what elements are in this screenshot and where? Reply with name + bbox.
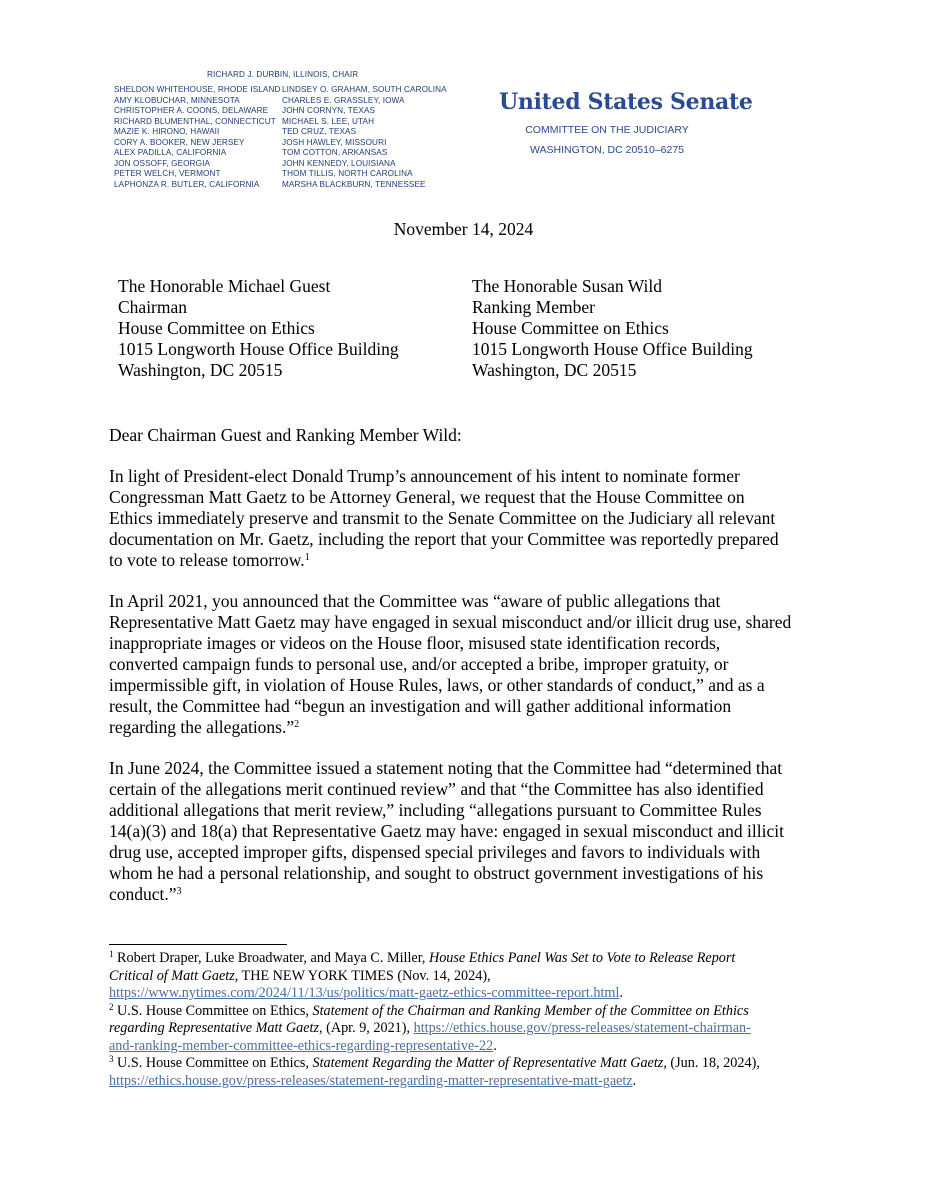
- member-name: TED CRUZ, TEXAS: [282, 127, 357, 136]
- footnote-number: 2: [109, 1001, 114, 1012]
- paragraph-line: [109, 884, 829, 905]
- member-name: MARSHA BLACKBURN, TENNESSEE: [282, 179, 426, 189]
- paragraph-line: Representative Matt Gaetz may have engaged in sexual misconduct and/or illicit drug use, shared: [109, 612, 792, 632]
- committee-chair: RICHARD J. DURBIN, ILLINOIS, CHAIR: [207, 70, 359, 79]
- member-name: CHARLES E. GRASSLEY, IOWA: [282, 95, 405, 105]
- member-name: LINDSEY O. GRAHAM, SOUTH CAROLINA: [282, 85, 447, 94]
- member-name: AMY KLOBUCHAR, MINNESOTA: [114, 95, 240, 105]
- body-paragraph-2: [109, 591, 829, 738]
- footnote-ref-3[interactable]: 3: [176, 886, 182, 897]
- member-name: THOM TILLIS, NORTH CAROLINA: [282, 169, 413, 178]
- paragraph-line: documentation on Mr. Gaetz, including the report that your Committee was reportedly prepared: [109, 529, 779, 549]
- committee-address: WASHINGTON, DC 20510–6275: [529, 144, 685, 156]
- paragraph-line: Ethics immediately preserve and transmit to the Senate Committee on the Judiciary all relevant: [109, 508, 776, 528]
- recipient-address-ranking-member: [472, 276, 753, 381]
- footnote-source: , (Apr. 9, 2021),: [319, 1020, 414, 1036]
- footnote-author: U.S. House Committee on Ethics,: [117, 1055, 313, 1071]
- member-name: PETER WELCH, VERMONT: [114, 169, 221, 178]
- member-name: JOSH HAWLEY, MISSOURI: [282, 137, 387, 147]
- member-name: LAPHONZA R. BUTLER, CALIFORNIA: [114, 179, 260, 189]
- address-line: The Honorable Susan Wild: [472, 276, 662, 296]
- footnote-end: .: [619, 985, 623, 1001]
- paragraph-line: drug use, accepted improper gifts, dispensed special privileges and favors to individuals with: [109, 842, 761, 862]
- paragraph-line: [109, 717, 829, 738]
- footnote-3: [109, 1055, 829, 1090]
- paragraph-line: In June 2024, the Committee issued a statement noting that the Committee had “determined that: [109, 758, 783, 778]
- paragraph-line: result, the Committee had “begun an investigation and will gather additional information: [109, 696, 732, 716]
- members-right: [282, 85, 447, 190]
- paragraph-line: Congressman Matt Gaetz to be Attorney General, we request that the House Committee on: [109, 487, 745, 507]
- member-name: RICHARD BLUMENTHAL, CONNECTICUT: [114, 116, 276, 126]
- address-line: Chairman: [118, 297, 188, 317]
- member-name: JON OSSOFF, GEORGIA: [114, 158, 211, 168]
- footnote-title: Critical of Matt Gaetz,: [109, 967, 239, 984]
- paragraph-line: In April 2021, you announced that the Committee was “aware of public allegations that: [109, 591, 721, 611]
- line-text: regarding the allegations.”: [109, 717, 295, 737]
- address-line: The Honorable Michael Guest: [118, 276, 331, 296]
- paragraph-line: converted campaign funds to personal use, and/or accepted a bribe, improper gratuity, or: [109, 654, 729, 674]
- member-name: SHELDON WHITEHOUSE, RHODE ISLAND: [114, 85, 281, 94]
- member-name: JOHN KENNEDY, LOUISIANA: [282, 158, 396, 168]
- address-line: House Committee on Ethics: [118, 318, 315, 338]
- paragraph-line: [109, 550, 829, 571]
- senate-wordmark: United States Senate: [499, 89, 753, 115]
- address-line: 1015 Longworth House Office Building: [118, 339, 399, 359]
- committee-name: COMMITTEE ON THE JUDICIARY: [525, 124, 689, 136]
- footnote-number: 1: [109, 949, 114, 959]
- body-paragraph-3: [109, 758, 829, 905]
- footnote-title: regarding Representative Matt Gaetz: [109, 1020, 320, 1036]
- footnote-link[interactable]: and-ranking-member-committee-ethics-regarding-representative-22: [109, 1037, 494, 1054]
- footnote-source: THE NEW YORK TIMES (Nov. 14, 2024),: [238, 967, 491, 984]
- footnote-source: , (Jun. 18, 2024),: [663, 1055, 760, 1071]
- member-name: CHRISTOPHER A. COONS, DELAWARE: [114, 106, 269, 115]
- address-line: House Committee on Ethics: [472, 318, 669, 338]
- footnote-ref-1[interactable]: 1: [304, 552, 310, 563]
- paragraph-line: inappropriate images or videos on the House floor, misused state identification records,: [109, 633, 721, 653]
- footnote-author: U.S. House Committee on Ethics,: [117, 1002, 313, 1019]
- footnote-end: .: [632, 1072, 637, 1089]
- footnote-link[interactable]: https://ethics.house.gov/press-releases/statement-chairman-: [413, 1020, 751, 1036]
- footnote-author: Robert Draper, Luke Broadwater, and Maya C. Miller,: [117, 950, 429, 966]
- paragraph-line: impermissible gift, in violation of House Rules, laws, or other standards of conduct,” and as a: [109, 675, 765, 695]
- footnote-number: 3: [109, 1054, 114, 1064]
- letter-date: November 14, 2024: [393, 219, 534, 239]
- footnote-title: Statement of the Chairman and Ranking Member of the Committee on Ethics: [312, 1002, 749, 1019]
- footnote-title: Statement Regarding the Matter of Representative Matt Gaetz: [312, 1055, 664, 1071]
- footnote-end: .: [493, 1037, 497, 1054]
- paragraph-line: 14(a)(3) and 18(a) that Representative Gaetz may have: engaged in sexual misconduct and illicit: [109, 821, 784, 841]
- salutation: Dear Chairman Guest and Ranking Member Wild:: [109, 425, 462, 445]
- footnote-1: [109, 950, 829, 1003]
- line-text: conduct.”: [109, 884, 177, 904]
- footnote-link[interactable]: https://ethics.house.gov/press-releases/statement-regarding-matter-representative-matt-gaetz: [109, 1072, 633, 1089]
- member-name: MICHAEL S. LEE, UTAH: [282, 116, 375, 126]
- address-line: Washington, DC 20515: [472, 360, 637, 380]
- footnotes: [109, 950, 829, 1090]
- footnote-link[interactable]: https://www.nytimes.com/2024/11/13/us/politics/matt-gaetz-ethics-committee-report.html: [109, 985, 620, 1001]
- recipient-address-chairman: [118, 276, 399, 381]
- address-line: 1015 Longworth House Office Building: [472, 339, 753, 359]
- member-name: ALEX PADILLA, CALIFORNIA: [114, 148, 227, 157]
- footnote-2: [109, 1003, 829, 1056]
- member-name: CORY A. BOOKER, NEW JERSEY: [114, 137, 245, 147]
- footnote-ref-2[interactable]: 2: [294, 719, 300, 730]
- member-name: MAZIE K. HIRONO, HAWAII: [114, 127, 220, 136]
- line-text: to vote to release tomorrow.: [109, 550, 305, 570]
- body-paragraph-1: [109, 466, 829, 571]
- address-line: Washington, DC 20515: [118, 360, 283, 380]
- address-line: Ranking Member: [472, 297, 595, 317]
- paragraph-line: additional allegations that merit review,” including “allegations pursuant to Committee Rules: [109, 800, 762, 820]
- footnote-title: House Ethics Panel Was Set to Vote to Release Report: [428, 950, 736, 966]
- member-name: TOM COTTON, ARKANSAS: [282, 148, 388, 157]
- minority-members-left: [114, 85, 281, 190]
- paragraph-line: whom he had a personal relationship, and sought to obstruct government investigations of his: [109, 863, 764, 883]
- footnote-divider: [109, 944, 287, 945]
- paragraph-line: certain of the allegations merit continued review” and that “the Committee has also identified: [109, 779, 764, 799]
- member-name: JOHN CORNYN, TEXAS: [282, 106, 376, 115]
- paragraph-line: In light of President-elect Donald Trump’s announcement of his intent to nominate former: [109, 466, 740, 486]
